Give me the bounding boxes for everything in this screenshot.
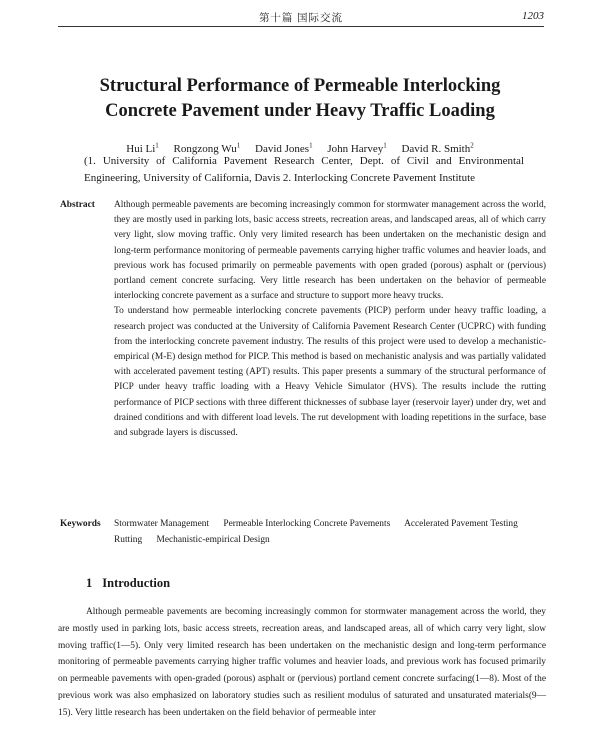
keywords-label: Keywords [60, 519, 101, 529]
author-affil-mark: 1 [236, 141, 241, 149]
keywords-list [114, 516, 546, 548]
running-header-title: 第十篇 国际交流 [258, 13, 344, 24]
section-number: 1 [86, 576, 93, 590]
running-header [58, 10, 544, 27]
keywords-block [60, 516, 546, 548]
section-title: Introduction [102, 576, 171, 590]
abstract-block [60, 198, 546, 441]
abstract-body [114, 198, 546, 441]
section-heading [86, 576, 170, 591]
author-name: Hui Li [126, 142, 156, 155]
keyword: Stormwater Management [114, 519, 210, 529]
keyword: Mechanistic-empirical Design [156, 535, 270, 545]
intro-paragraph: Although permeable pavements are becoming increasingly common for stormwater management across the world, they are mostly used in parking lots, basic access streets, recreation areas, and landscaped areas, all of which carry very light, slow moving traffic(1—5). Only very limited research has been undertaken on the mechanistic design and long-term performance monitoring of permeable pavements carrying higher traffic volumes and heavier loads, and previous work has focused primarily on permeable pavements with open-graded (porous) asphalt or (pervious) portland cement concrete surfacing(1—8). Most of the previous work was also emphasized on laboratory studies such as resilient modulus of saturated and unsaturated materials(9—15). Very little research has been undertaken on the field behavior of permeable inter [58, 607, 546, 718]
author-name: John Harvey [327, 142, 384, 155]
author-affil-mark: 1 [155, 141, 159, 149]
keyword: Permeable Interlocking Concrete Pavements [223, 519, 391, 529]
author-affil-mark: 1 [309, 141, 313, 149]
page-number: 1203 [522, 10, 544, 22]
abstract-label: Abstract [60, 200, 95, 210]
abstract-paragraph: To understand how permeable interlocking concrete pavements (PICP) perform under heavy traffic loading, a research project was conducted at the University of California Pavement Research Center (UCPRC) with funding from the interlocking concrete pavement industry. The results of this project were used to develop a mechanistic-empirical (M-E) design method for PICP. This method is based on mechanistic analysis and was partially validated with accelerated pavement testing (APT) results. This paper presents a summary of the structural performance of PICP under heavy traffic loading with a Heavy Vehicle Simulator (HVS). The results include the rutting performance of PICP sections with three different thicknesses of subbase layer (reservoir layer) under dry, wet and drained conditions and with different load levels. The rut development with loading repetitions in the surface, base and subgrade layers is discussed. [114, 306, 546, 439]
author-name: David R. Smith [401, 142, 471, 155]
author-name: Rongzong Wu [173, 142, 237, 155]
paper-title [60, 74, 540, 124]
affiliations: (1. University of California Pavement Research Center, Dept. of Civil and Environmental Engineering, University of California, Davis 2. Interlocking Concrete Pavement Institute [84, 155, 524, 184]
abstract-paragraph: Although permeable pavements are becoming increasingly common for stormwater management across the world, they are mostly used in parking lots, basic access streets, recreation areas, and landscaped areas, all of which carry very light, slow moving traffic. Only very limited research has been undertaken on the mechanistic design and long-term performance monitoring of permeable pavements carrying higher traffic volumes and heavier loads, and previous work has focused primarily on permeable pavements with open graded (porous) asphalt or (pervious) portland cement concrete surfacing. Very little research has been undertaken on the behavior of permeable interlocking concrete pavement as a surface and structure to support more heavy trucks. [114, 200, 546, 302]
paper-title-line-1: Structural Performance of Permeable Interlocking [99, 76, 501, 96]
keyword: Rutting [114, 535, 143, 545]
author-affil-mark: 2 [470, 141, 474, 149]
author-affil-mark: 1 [383, 141, 387, 149]
author-name: David Jones [255, 142, 310, 155]
paper-title-line-2: Concrete Pavement under Heavy Traffic Loading [105, 101, 495, 121]
keyword: Accelerated Pavement Testing [404, 519, 518, 529]
